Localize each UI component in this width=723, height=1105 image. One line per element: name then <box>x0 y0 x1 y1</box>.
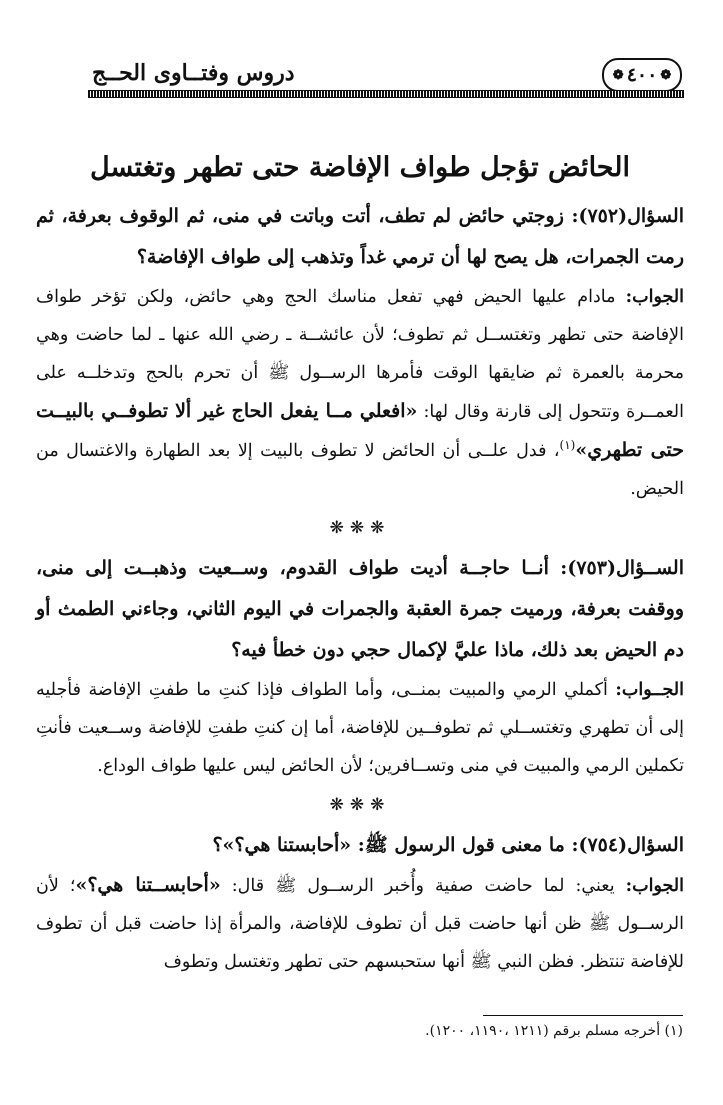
answer-752 <box>36 278 684 508</box>
page-number-frame <box>602 58 682 92</box>
section-separator: ❋❋❋ <box>329 518 391 538</box>
footnote-rule <box>483 1015 683 1016</box>
ornament-icon: ❁ <box>612 67 624 83</box>
answer-label: الجواب: <box>625 876 684 896</box>
section-title: الحائض تؤجل طواف الإفاضة حتى تطهر وتغتسل <box>90 152 630 183</box>
section-separator: ❋❋❋ <box>329 795 391 815</box>
question-752: السؤال(٧٥٢): زوجتي حائض لم تطف، أتت وباتت في منى، ثم الوقوف بعرفة، ثم رمت الجمرات، هل يصح لها أن ترمي غداً وتذهب إلى طواف الإفاضة؟ <box>36 205 684 268</box>
page-content <box>36 146 684 981</box>
answer-label: الجواب: <box>625 287 684 307</box>
footnote: (١) أخرجه مسلم برقم (١٢١١ ،١١٩٠، ١٢٠٠). <box>425 1023 683 1039</box>
footnote-marker: (١) <box>559 438 576 453</box>
answer-text-continued: ، فدل علــى أن الحائض لا تطوف بالبيت إلا بعد الطهارة والاغتسال من الحيض. <box>36 441 684 499</box>
answer-753 <box>36 671 684 785</box>
hadith-quote: «أحابســتنا هي؟» <box>75 874 221 896</box>
ornament-icon: ❁ <box>660 67 672 83</box>
question-753: الســؤال(٧٥٣): أنــا حاجــة أديت طواف القدوم، وســعيت وذهبــت إلى منى، ووقفت بعرفة، ورميت جمرة العقبة والجمرات في اليوم الثاني، وجاءني الطمث أو دم الحيض بعد ذلك، ماذا عليَّ لإكمال حجي دون خطأ فيه؟ <box>36 557 684 661</box>
page-number: ٤٠٠ <box>626 64 658 86</box>
answer-text: أكملي الرمي والمبيت بمنــى، وأما الطواف فإذا كنتِ ما طفتِ الإفاضة فأجليه إلى أن تطهري وتغتســلي ثم تطوفــين للإفاضة، أما إن كنتِ طفتِ للإفاضة وســعيت فأنتِ تكملين الرمي والمبيت في منى وتســافرين؛ لأن الحائض ليس عليها طواف الوداع. <box>36 680 684 776</box>
answer-754 <box>36 866 684 981</box>
page-header <box>86 56 682 92</box>
running-title: دروس وفتــاوى الحــج <box>92 60 295 86</box>
answer-text-continued: ؛ لأن الرســول ﷺ ظن أنها حاضت قبل أن تطوف للإفاضة، والمرأة إذا حاضت قبل أن تطوف للإفاضة تنتظر. فظن النبي ﷺ أنها ستحبسهم حتى تطهر وتغتسل وتطوف <box>36 876 684 972</box>
hadith-quote: «افعلي مــا يفعل الحاج غير ألا تطوفــي بالبيــت حتى تطهري» <box>36 400 684 461</box>
header-rule <box>88 90 684 98</box>
answer-text: مادام عليها الحيض فهي تفعل مناسك الحج وهي حائض، ولكن تؤخر طواف الإفاضة حتى تطهر وتغتســل ثم تطوف؛ لأن عائشــة ـ رضي الله عنها ـ لما حاضت وهي محرمة بالعمرة ثم ضايقها الوقت فأمرها الرســول ﷺ أن تحرم بالحج وتدخلــه على العمــرة وتتحول إلى قارنة وقال لها: <box>36 287 684 422</box>
question-754: السؤال(٧٥٤): ما معنى قول الرسول ﷺ: «أحابستنا هي؟»؟ <box>212 834 684 856</box>
answer-text: يعني: لما حاضت صفية وأُخبر الرســول ﷺ قال: <box>231 876 615 896</box>
answer-label: الجــواب: <box>615 680 684 700</box>
